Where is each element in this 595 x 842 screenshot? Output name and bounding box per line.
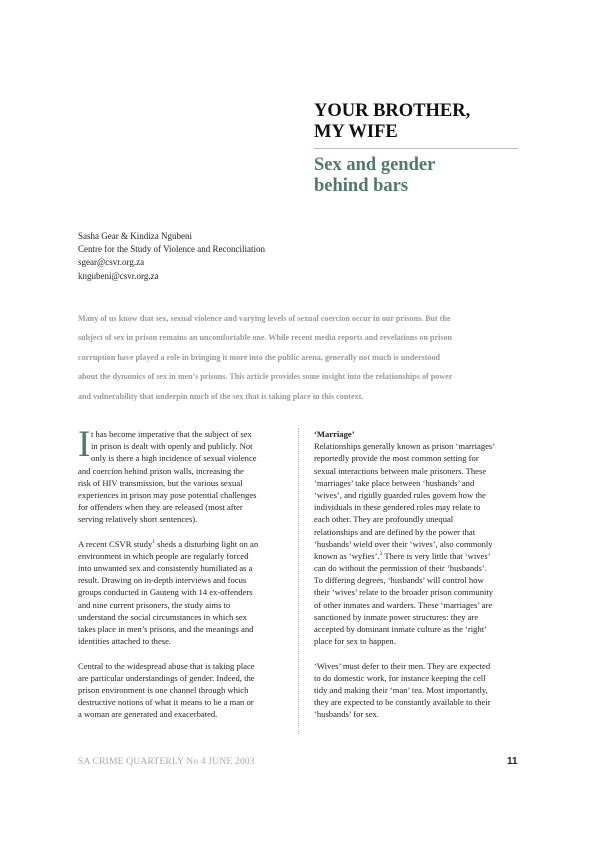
body-line: result. Drawing on in-depth interviews and focus: [78, 575, 247, 586]
author-email[interactable]: kngubeni@csvr.org.za: [78, 270, 159, 281]
body-text: sheds a disturbing light on an: [155, 538, 259, 549]
body-line: a woman are generated and exacerbated.: [78, 709, 218, 720]
body-line: to do domestic work, for instance keeping the cell: [314, 672, 486, 683]
body-line: Relationships generally known as prison ‘marriages’: [314, 441, 496, 452]
body-line: into unwanted sex and consistently humiliated as a: [78, 563, 253, 574]
body-line: prison environment is one channel through which: [78, 684, 249, 695]
body-line: To differing degrees, ‘husbands’ will control how: [314, 575, 484, 586]
body-line: can do without the permission of their ‘husbands’.: [314, 563, 487, 574]
abstract-line: about the dynamics of sex in men’s prisons. This article provides some insight into the relationships of power: [78, 372, 453, 382]
body-line: their ‘wives’ relate to the broader prison community: [314, 587, 494, 598]
abstract-line: corruption have played a role in bringing it more into the public arena, generally not much is understood: [78, 352, 440, 362]
page-number: 11: [507, 756, 518, 767]
body-line: ‘marriages’ take place between ‘husbands’ and: [314, 477, 475, 488]
body-line: of other inmates and warders. These ‘marriages’ are: [314, 599, 493, 610]
body-line: ‘wives’, and rigidly guarded rules govern how the: [314, 489, 486, 500]
abstract-line: and vulnerability that underpin much of the sex that is taking place in this context.: [78, 391, 364, 401]
footnote-ref[interactable]: 2: [379, 551, 383, 558]
body-line: identities attached to these.: [78, 636, 172, 647]
author-affiliation: Centre for the Study of Violence and Reconciliation: [78, 244, 265, 255]
article-subtitle: [314, 155, 518, 197]
left-column: [78, 424, 284, 721]
body-text: known as ‘wyfies’.: [314, 550, 380, 561]
title-line: MY WIFE: [314, 122, 398, 142]
drop-cap: I: [78, 424, 91, 465]
body-line: each other. They are profoundly unequal: [314, 514, 454, 525]
subtitle-line: Sex and gender: [314, 155, 436, 175]
body-line: sanctioned by inmate power structures: they are: [314, 611, 479, 622]
body-line: in prison is dealt with openly and publicly. Not: [91, 441, 253, 452]
body-line: ‘husbands’ for sex.: [314, 709, 379, 720]
subtitle-line: behind bars: [314, 176, 409, 196]
title-divider: [314, 148, 518, 149]
body-line: are particular understandings of gender. Indeed, the: [78, 672, 255, 683]
author-block: [78, 230, 378, 283]
body-text: A recent CSVR study: [78, 538, 153, 549]
body-line: they are expected to be constantly available to their: [314, 697, 491, 708]
footnote-ref[interactable]: 1: [152, 538, 155, 545]
body-line: risk of HIV transmission, but the various sexual: [78, 477, 243, 488]
body-line: accepted by dominant inmate culture as the ‘right’: [314, 624, 488, 634]
body-line: tidy and making their ‘man’ tea. Most importantly,: [314, 684, 488, 695]
body-line: [78, 538, 284, 550]
body-line: sexual interactions between male prisoners. These: [314, 465, 487, 476]
body-line: takes place in men’s prisons, and the meanings and: [78, 624, 254, 634]
body-line: t has become imperative that the subject of sex: [91, 429, 252, 439]
body-line: Central to the widespread abuse that is taking place: [78, 660, 255, 671]
body-line: only is there a high incidence of sexual violence: [91, 453, 257, 464]
body-line: place for sex to happen.: [314, 636, 396, 647]
right-column: [314, 428, 520, 721]
body-line: reportedly provide the most common setting for: [314, 453, 479, 464]
body-line: for offenders when they are released (most after: [78, 502, 243, 513]
body-line: serving relatively short sentences).: [78, 514, 198, 525]
body-line: relationships and are defined by the power that: [314, 526, 476, 537]
body-line: experiences in prison may pose potential challenges: [78, 489, 257, 500]
body-line: individuals in these gendered roles may relate to: [314, 502, 481, 513]
body-line: ‘Wives’ must defer to their men. They are expected: [314, 660, 491, 671]
abstract-line: Many of us know that sex, sexual violence and varying levels of sexual coercion occur in our prisons. But the: [78, 314, 451, 323]
body-line: ‘husbands’ wield over their ‘wives’, also commonly: [314, 538, 493, 549]
publication-footer: SA CRIME QUARTERLY No 4 JUNE 2003: [78, 757, 255, 767]
body-line: [314, 550, 520, 562]
body-line: environment in which people are regularly forced: [78, 550, 249, 561]
section-heading: ‘Marriage’: [314, 429, 355, 439]
article-title: [314, 101, 518, 143]
title-line: YOUR BROTHER,: [314, 101, 471, 121]
body-line: and nine current prisoners, the study aims to: [78, 599, 231, 610]
column-divider: [298, 428, 299, 734]
body-line: and coercion behind prison walls, increasing the: [78, 465, 244, 476]
body-line: groups conducted in Gauteng with 14 ex-offenders: [78, 587, 253, 598]
author-email[interactable]: sgear@csvr.org.za: [78, 257, 145, 268]
abstract-line: subject of sex in prison remains an uncomfortable one. While recent media reports and revelations on prison: [78, 333, 453, 343]
body-text: There is very little that ‘wives’: [382, 550, 491, 561]
abstract: [78, 309, 518, 406]
body-line: understand the social circumstances in which sex: [78, 611, 247, 622]
body-line: destructive notions of what it means to be a man or: [78, 697, 254, 708]
author-names: Sasha Gear & Kindiza Ngubeni: [78, 231, 192, 241]
